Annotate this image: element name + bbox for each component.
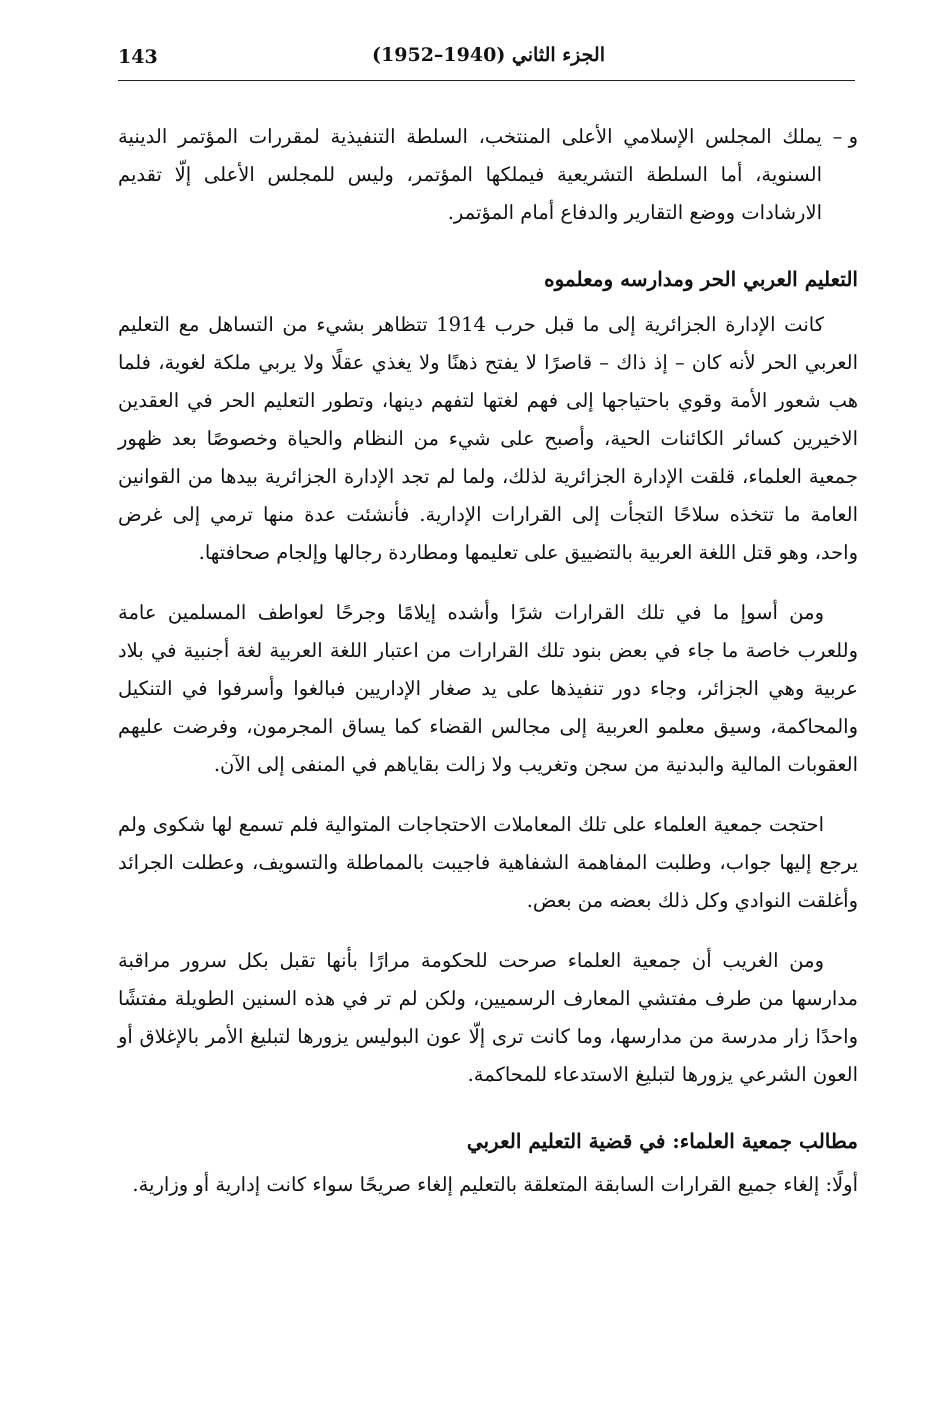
paragraph-1: كانت الإدارة الجزائرية إلى ما قبل حرب 1914 تتظاهر بشيء من التساهل مع التعليم العربي الحر لأنه كان – إذ ذاك – قاصرًا لا يفتح ذهنًا ولا يغذي عقلًا ولا يربي ملكة لغوية، فلما هب شعور الأمة وقوي باحتياجها إلى فهم لغتها لتفهم دينها، وتطور التعليم الحر في العقدين الاخيرين كسائر الكائنات الحية، وأصبح على شيء من النظام والحياة وخصوصًا بعد ظهور جمعية العلماء، قلقت الإدارة الجزائرية لذلك، ولما لم تجد الإدارة الجزائرية بيدها من القوانين العامة ما تتخذه سلاحًا التجأت إلى القرارات الإدارية. فأنشئت عدة منها ترمي إلى غرض واحد، وهو قتل اللغة العربية بالتضييق على تعليمها ومطاردة رجالها وإلجام صحافتها. bbox=[118, 313, 858, 564]
section-heading-demands: مطالب جمعية العلماء: في قضية التعليم العربي bbox=[466, 1129, 858, 1153]
demand-item bbox=[118, 1166, 858, 1204]
running-title: الجزء الثاني (1940–1952) bbox=[372, 44, 605, 66]
page-number: 143 bbox=[118, 46, 158, 68]
paragraph-3: احتجت جمعية العلماء على تلك المعاملات الاحتجاجات المتوالية فلم تسمع لها شكوى ولم يرجع إليها جواب، وطلبت المفاهمة الشفاهية فاجيبت بالمماطلة والتسويف، وعطلت الجرائد وأغلقت النوادي وكل ذلك بعضه من بعض. bbox=[118, 813, 858, 912]
demand-item-label: أولًا: bbox=[825, 1173, 858, 1196]
page-header bbox=[118, 40, 855, 81]
bullet-text: يملك المجلس الإسلامي الأعلى المنتخب، السلطة التنفيذية لمقررات المؤتمر الدينية السنوية، أما السلطة التشريعية فيملكها المؤتمر، وليس للمجلس الأعلى إلّا تقديم الارشادات ووضع التقارير والدفاع أمام المؤتمر. bbox=[118, 125, 822, 224]
section-heading-arabic-education: التعليم العربي الحر ومدارسه ومعلموه bbox=[544, 267, 858, 291]
paragraph-4: ومن الغريب أن جمعية العلماء صرحت للحكومة مرارًا بأنها تقبل بكل سرور مراقبة مدارسها من طرف مفتشي المعارف الرسميين، ولكن لم تر في هذه السنين الطويلة مفتشًا واحدًا زار مدرسة من مدارسها، وما كانت ترى إلّا عون البوليس يزورها لتبليغ الأمر بالإغلاق أو العون الشرعي يزورها لتبليغ الاستدعاء للمحاكمة. bbox=[118, 949, 858, 1086]
paragraph-2: ومن أسوإ ما في تلك القرارات شرًا وأشده إيلامًا وجرحًا لعواطف المسلمين عامة وللعرب خاصة ما جاء في بعض بنود تلك القرارات من اعتبار اللغة العربية لغة أجنبية في بلاد عربية وهي الجزائر، وجاء دور تنفيذها على يد صغار الإداريين فبالغوا وأسرفوا في التنكيل والمحاكمة، وسيق معلمو العربية إلى مجالس القضاء كما يساق المجرمون، وفرضت عليهم العقوبات المالية والبدنية من سجن وتغريب ولا زالت بقاياهم في المنفى إلى الآن. bbox=[118, 601, 858, 776]
bullet-paragraph bbox=[118, 118, 858, 232]
demand-item-text: إلغاء جميع القرارات السابقة المتعلقة بالتعليم إلغاء صريحًا سواء كانت إدارية أو وزارية. bbox=[132, 1173, 820, 1196]
page-body bbox=[118, 118, 858, 1204]
bullet-marker: و – bbox=[832, 125, 858, 148]
